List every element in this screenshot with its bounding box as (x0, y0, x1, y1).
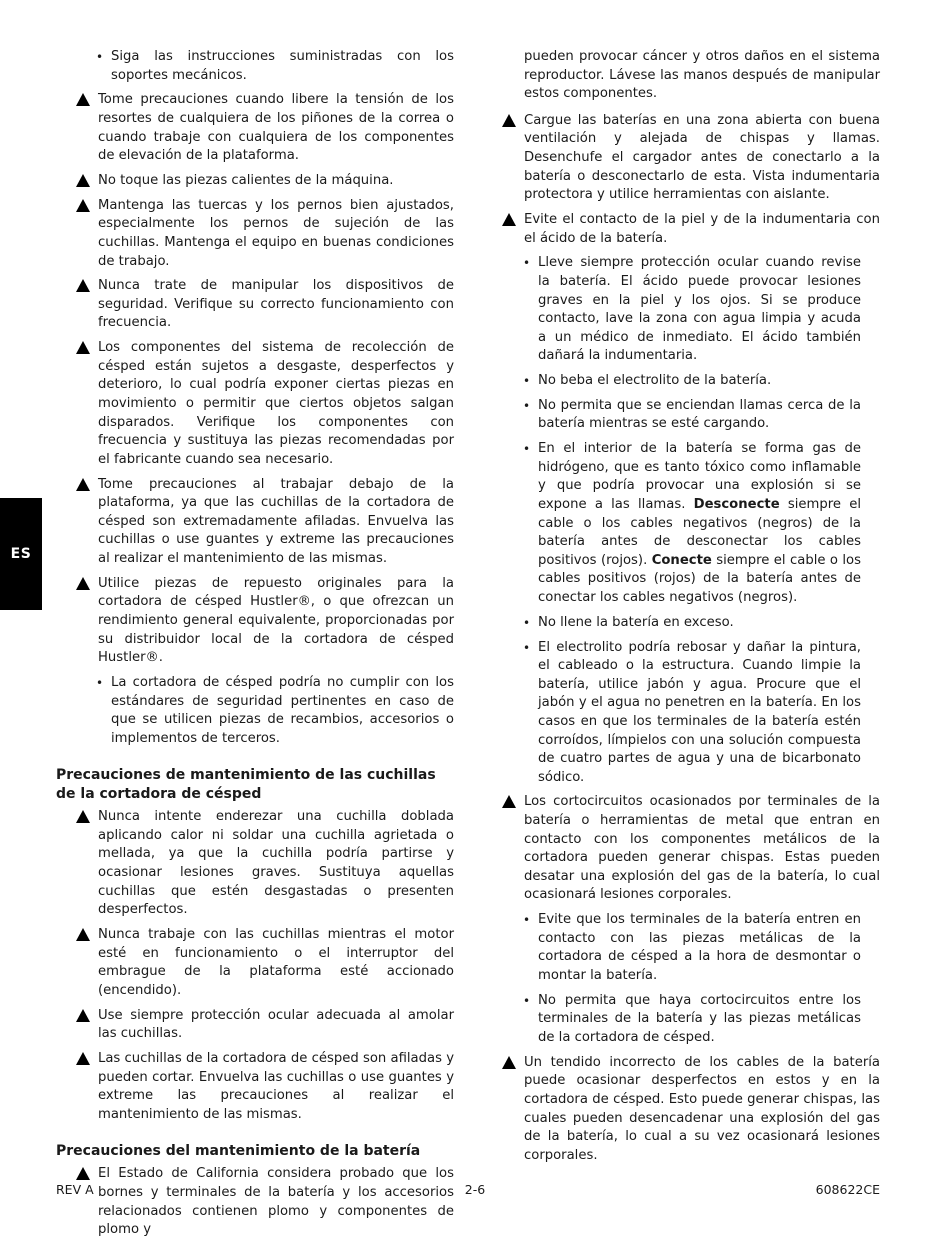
footer-page-number: 2-6 (464, 1182, 486, 1197)
warning-triangle-icon (76, 279, 90, 292)
bullet-icon: • (96, 675, 104, 690)
warning-item: Mantenga las tuercas y los pernos bien ajustados, especialmente los pernos de sujeción de las cuchillas. Mantenga el equipo en buenas condiciones de trabajo. (76, 197, 454, 271)
section-heading: Precauciones del mantenimiento de la batería (56, 1143, 421, 1160)
list-item: • No beba el electrolito de la batería. (523, 372, 861, 391)
bullet-icon: • (523, 913, 531, 928)
warning-triangle-icon (76, 928, 90, 941)
warning-continuation: pueden provocar cáncer y otros daños en el sistema reproductor. Lávese las manos después de manipular estos componentes. (524, 49, 880, 102)
list-item: • Siga las instrucciones suministradas con los soportes mecánicos. (96, 49, 454, 83)
warning-item: Tome precauciones cuando libere la tensión de los resortes de cualquiera de los piñones de la correa o cuando trabaje con cualquiera de los componentes de elevación de la plataforma. (76, 91, 454, 165)
bullet-icon: • (523, 615, 531, 630)
bullet-icon: • (523, 256, 531, 271)
warning-item: Nunca trabaje con las cuchillas mientras el motor esté en funcionamiento o el interruptor del embrague de la plataforma esté accionado (encendido). (76, 926, 454, 1000)
warning-item: Nunca intente enderezar una cuchilla doblada aplicando calor ni soldar una cuchilla agrietada o mellada, ya que la cuchilla podría partirse y ocasionar lesiones graves. Sustituya aquellas cuchillas que estén desgastadas o presenten desperfectos. (76, 808, 454, 920)
warning-triangle-icon (76, 810, 90, 823)
footer-document-number: 608622CE (815, 1182, 880, 1197)
left-column (56, 48, 454, 1246)
warning-triangle-icon (502, 213, 516, 226)
bullet-icon: • (523, 640, 531, 655)
warning-item: Las cuchillas de la cortadora de césped son afiladas y pueden cortar. Envuelva las cuchillas o use guantes y extreme las precauciones al realizar el mantenimiento de las mismas. (76, 1050, 454, 1124)
warning-triangle-icon (76, 1167, 90, 1180)
warning-item: Evite el contacto de la piel y de la indumentaria con el ácido de la batería. (502, 211, 880, 248)
warning-triangle-icon (502, 1056, 516, 1069)
warning-triangle-icon (76, 577, 90, 590)
bullet-icon: • (523, 442, 531, 457)
warning-item: No toque las piezas calientes de la máquina. (76, 172, 454, 191)
bullet-list (96, 674, 454, 748)
warning-item: Tome precauciones al trabajar debajo de la plataforma, ya que las cuchillas de la cortadora de césped son extremadamente afiladas. Envuelva las cuchillas o use guantes y extreme las precauciones al realizar el mantenimiento de las mismas. (76, 476, 454, 569)
list-item: • La cortadora de césped podría no cumplir con los estándares de seguridad pertinentes en caso de que se utilicen piezas de recambios, accesorios o implementos de terceros. (96, 674, 454, 746)
list-item: • No llene la batería en exceso. (523, 614, 861, 633)
emphasis-connect: Conecte (651, 552, 712, 568)
bullet-icon: • (523, 374, 531, 389)
warning-triangle-icon (502, 795, 516, 808)
warning-item: Utilice piezas de repuesto originales para la cortadora de césped Hustler®, o que ofrezcan un rendimiento general equivalente, proporcionadas por su distribuidor local de la cortadora de césped Hustler®. (76, 575, 454, 668)
warning-item: El Estado de California considera probado que los bornes y terminales de la batería y los accesorios relacionados contienen plomo y componentes de plomo y (76, 1165, 454, 1239)
warning-item: Nunca trate de manipular los dispositivos de seguridad. Verifique su correcto funcionamiento con frecuencia. (76, 277, 454, 333)
right-column (502, 48, 880, 1172)
bullet-icon: • (523, 398, 531, 413)
list-item: • En el interior de la batería se forma gas de hidrógeno, que es tanto tóxico como inflamable y que podría provocar una explosión si se expone a las llamas. Desconecte siempre el cable o los cables negativos (negros) de la batería antes de desconectar los cables positivos (rojos). Conecte siempre el cable o los cables positivos (rojos) de la batería antes de conectar los cables negativos (negros). (523, 441, 861, 605)
emphasis-disconnect: Desconecte (693, 497, 780, 512)
warning-item: Los cortocircuitos ocasionados por terminales de la batería o herramientas de metal que entran en contacto con los componentes metálicos de la cortadora pueden generar chispas. Estas pueden desatar una explosión del gas de la batería, lo cual ocasionará lesiones corporales. (502, 793, 880, 905)
warning-triangle-icon (76, 174, 90, 187)
warning-triangle-icon (76, 1052, 90, 1065)
footer-revision: REV A (56, 1182, 94, 1197)
language-tab-label: ES (10, 546, 32, 562)
warning-item: Los componentes del sistema de recolección de césped están sujetos a desgaste, desperfectos y deterioro, lo cual podría exponer ciertas piezas en movimiento o permitir que ciertos objetos salgan disparados. Verifique los componentes con frecuencia y sustituya las piezas recomendadas por el fabricante cuando sea necesario. (76, 339, 454, 469)
list-item: • Evite que los terminales de la batería entren en contacto con las piezas metálicas de la cortadora de césped a la hora de desmontar o montar la batería. (523, 912, 861, 983)
section-heading: Precauciones de mantenimiento de las cuchillas de la cortadora de césped (56, 767, 436, 803)
bullet-list (523, 254, 861, 787)
list-item: • El electrolito podría rebosar y dañar la pintura, el cableado o la estructura. Cuando limpie la batería, utilice jabón y agua. Procure que el jabón y el agua no penetren en la batería. En los casos en que los terminales de la batería estén corroídos, límpielos con una solución compuesta de cuatro partes de agua y una de bicarbonato sódico. (523, 639, 861, 785)
warning-triangle-icon (502, 114, 516, 127)
warning-triangle-icon (76, 93, 90, 106)
list-item: • No permita que se enciendan llamas cerca de la batería mientras se esté cargando. (523, 397, 861, 432)
bullet-icon: • (96, 50, 104, 64)
list-item: • No permita que haya cortocircuitos entre los terminales de la batería y las piezas metálicas de la cortadora de césped. (523, 992, 861, 1045)
bullet-icon: • (523, 993, 531, 1008)
warning-triangle-icon (76, 478, 90, 491)
bullet-list (523, 911, 861, 1047)
bullet-list (96, 48, 454, 85)
language-tab (0, 498, 42, 610)
warning-item: Cargue las baterías en una zona abierta con buena ventilación y alejada de chispas y llamas. Desenchufe el cargador antes de conectarlo a la batería o desconectarlo de esta. Vista indumentaria protectora y utilice herramientas con aislante. (502, 112, 880, 205)
warning-triangle-icon (76, 199, 90, 212)
warning-triangle-icon (76, 1009, 90, 1022)
warning-item: Un tendido incorrecto de los cables de la batería puede ocasionar desperfectos en estos y en la cortadora de césped. Esto puede generar chispas, las cuales pueden desencadenar una explosión del gas de la batería, lo cual a su vez ocasionará lesiones corporales. (502, 1054, 880, 1166)
warning-item: Use siempre protección ocular adecuada al amolar las cuchillas. (76, 1007, 454, 1044)
warning-triangle-icon (76, 341, 90, 354)
list-item: • Lleve siempre protección ocular cuando revise la batería. El ácido puede provocar lesiones graves en la piel y los ojos. Si se produce contacto, lave la zona con agua limpia y acuda a un médico de inmediato. El ácido también dañará la indumentaria. (523, 255, 861, 364)
